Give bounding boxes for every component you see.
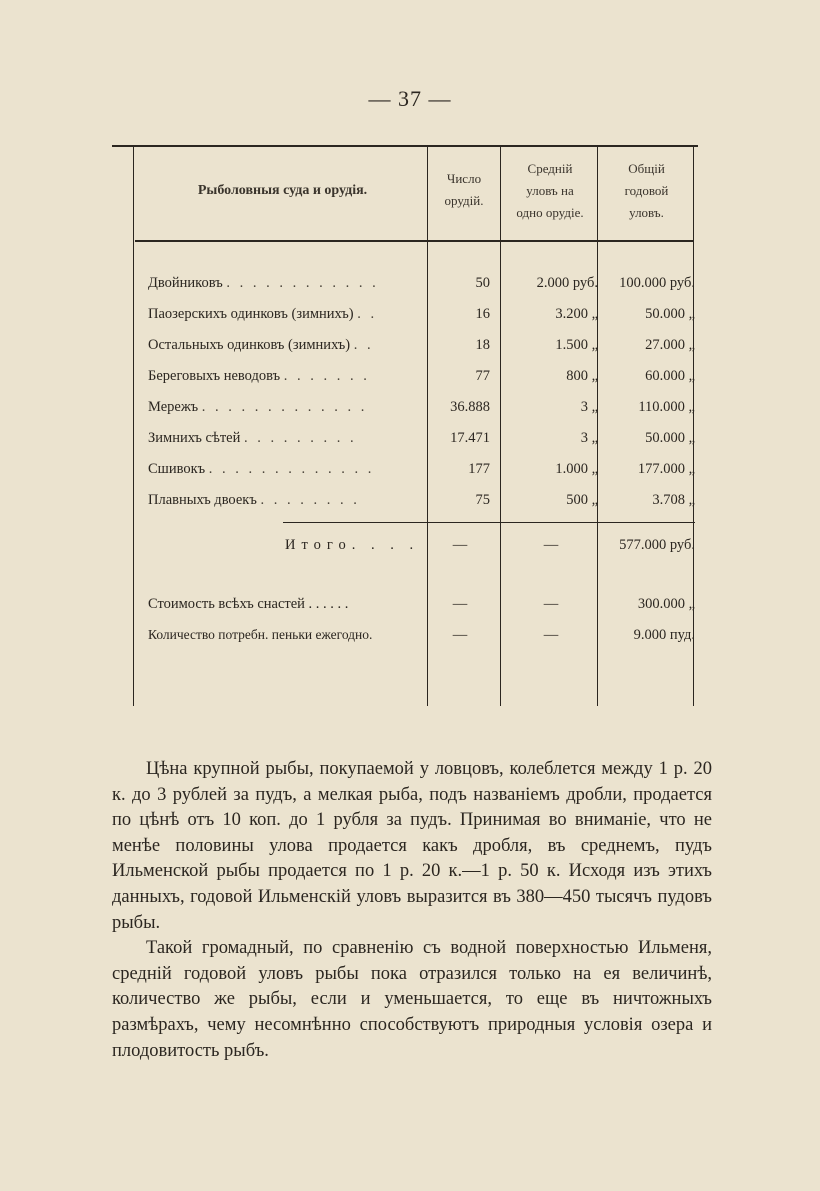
row-label: Береговыхъ неводовъ: [148, 368, 281, 384]
col-divider-3: [597, 146, 598, 706]
row-avg: 800 „: [566, 368, 598, 384]
row-total: 3.708 „: [652, 492, 695, 508]
row-avg: 3 „: [580, 399, 598, 415]
row-count: 16: [475, 306, 490, 322]
table-row: [0, 596, 820, 620]
table-left-rule: [133, 146, 134, 706]
itogo-count: —: [452, 537, 468, 553]
row-total: 60.000 „: [645, 368, 695, 384]
row-count: 36.888: [450, 399, 490, 415]
header-avg-catch: Средній уловъ на одно орудіе.: [516, 161, 584, 220]
row-avg: —: [543, 627, 559, 643]
table-row: [0, 399, 820, 423]
row-total: 50.000 „: [645, 430, 695, 446]
table-row: [0, 492, 820, 516]
itogo-row: [0, 537, 820, 561]
leader-dots: . . . . . . . . .: [244, 430, 357, 446]
table-row: [0, 306, 820, 330]
leader-dots: . .: [357, 306, 378, 322]
itogo-total: 577.000 руб.: [619, 537, 695, 553]
paragraph: Цѣна крупной рыбы, покупаемой у ловцовъ, колеблется между 1 р. 20 к. до 3 рублей за пудъ, а мелкая рыба, подъ названіемъ дробли, продается по цѣнѣ отъ 10 коп. до 1 рубля за пудъ. Принимая во вниманіе, что не менѣе половины улова продается какъ дробля, въ среднемъ, пудъ Ильменской рыбы продается по 1 р. 20 к.—1 р. 50 к. Исходя изъ этихъ данныхъ, годовой Ильменскій уловъ выразится въ 380—450 тысячъ пудовъ рыбы.: [112, 759, 712, 933]
row-label: Стоимость всѣхъ снастей . . . . . .: [148, 596, 349, 612]
row-label: Двойниковъ: [148, 275, 223, 291]
row-total: 110.000 „: [638, 399, 695, 415]
row-total: 177.000 „: [637, 461, 695, 477]
row-label: Мережъ: [148, 399, 199, 415]
row-count: 177: [468, 461, 490, 477]
row-avg: 1.000 „: [555, 461, 598, 477]
table-row: [0, 337, 820, 361]
row-count: 18: [475, 337, 490, 353]
row-label: Паозерскихъ одинковъ (зимнихъ): [148, 306, 354, 322]
row-avg: 500 „: [566, 492, 598, 508]
row-total: 50.000 „: [645, 306, 695, 322]
header-count: Число орудій.: [444, 171, 484, 208]
page-number: — 37 —: [368, 86, 452, 111]
row-avg: 3 „: [580, 430, 598, 446]
row-count: 75: [475, 492, 490, 508]
leader-dots: . .: [353, 337, 374, 353]
row-count: —: [452, 627, 468, 643]
row-count: 17.471: [450, 430, 490, 446]
row-total: 300.000 „: [637, 596, 695, 612]
row-label: Плавныхъ двоекъ: [148, 492, 257, 508]
leader-dots: . . . . . . .: [283, 368, 370, 384]
row-total: 100.000 руб.: [619, 275, 695, 291]
row-count: 77: [475, 368, 490, 384]
row-total: 27.000 „: [645, 337, 695, 353]
table-top-rule: [112, 145, 698, 147]
row-label: Количество потребн. пеньки ежегодно.: [148, 627, 373, 642]
row-avg: 2.000 руб.: [536, 275, 598, 291]
row-avg: 1.500 „: [555, 337, 598, 353]
row-count: —: [452, 596, 468, 612]
table-row: [0, 368, 820, 392]
leader-dots: . . . . . . . . . . . .: [226, 275, 379, 291]
table-row: [0, 461, 820, 485]
table-row: [0, 627, 820, 651]
col-divider-1: [427, 146, 428, 706]
row-avg: —: [543, 596, 559, 612]
body-text: [112, 757, 712, 1064]
table-right-rule: [693, 146, 694, 706]
header-bottom-rule: [135, 240, 693, 242]
row-count: 50: [475, 275, 490, 291]
row-avg: 3.200 „: [555, 306, 598, 322]
itogo-label: Итого. . . .: [285, 537, 420, 553]
col-divider-2: [500, 146, 501, 706]
row-label: Сшивокъ: [148, 461, 206, 477]
itogo-rule: [283, 522, 695, 523]
table-row: [0, 275, 820, 299]
leader-dots: . . . . . . . . . . . . .: [201, 399, 368, 415]
leader-dots: . . . . . . . . . . . . .: [208, 461, 375, 477]
itogo-avg: —: [543, 537, 559, 553]
leader-dots: . . . . . . . .: [260, 492, 360, 508]
row-total: 9.000 пуд.: [633, 627, 695, 643]
row-label: Зимнихъ сѣтей: [148, 430, 241, 446]
paragraph: Такой громадный, по сравненію съ водной поверхностью Ильменя, средній годовой уловъ рыбы пока отразился только на ея величинѣ, количество же рыбы, если и уменьшается, то еще въ ничтожныхъ размѣрахъ, чему несомнѣнно способствуютъ природныя условія озера и плодовитость рыбъ.: [112, 938, 712, 1061]
header-total-catch: Общій годовой уловъ.: [624, 161, 669, 220]
table-row: [0, 430, 820, 454]
row-label: Остальныхъ одинковъ (зимнихъ): [148, 337, 351, 353]
header-vessels: Рыболовныя суда и орудія.: [197, 183, 368, 198]
